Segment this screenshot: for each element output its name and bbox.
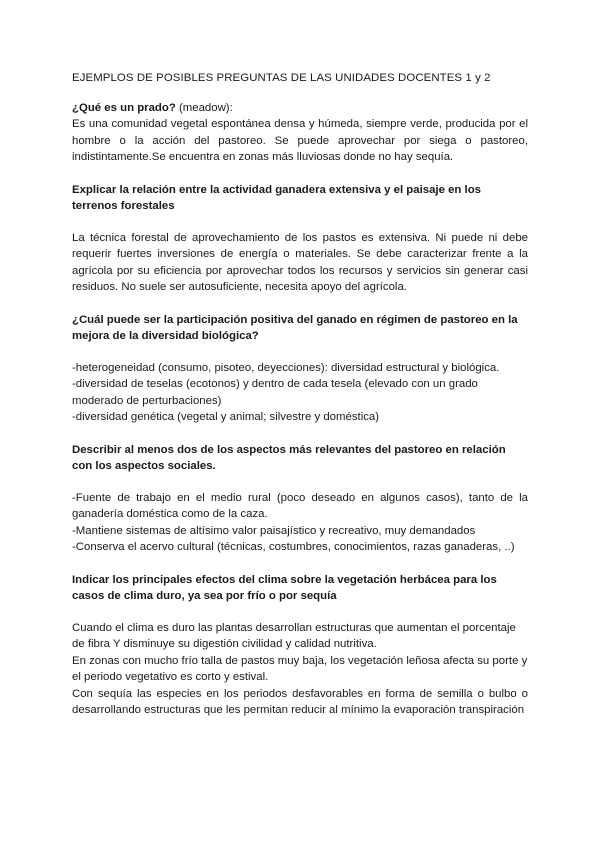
answer-4-line-2: -Mantiene sistemas de altísimo valor paisajístico y recreativo, muy demandados <box>72 524 476 537</box>
answer-5-line-1: Cuando el clima es duro las plantas desarrollan estructuras que aumentan el porcentaje de fibra Y disminuye su digestión civilidad y calidad nutritiva. <box>72 621 516 650</box>
answer-3-line-2: -diversidad de teselas (ecotonos) y dentro de cada tesela (elevado con un grado moderado de perturbaciones) <box>72 378 478 407</box>
answer-4-line-3: -Conserva el acervo cultural (técnicas, costumbres, conocimientos, razas ganaderas, ..) <box>72 541 515 553</box>
question-1 <box>72 100 528 117</box>
question-3: ¿Cuál puede ser la participación positiva del ganado en régimen de pastoreo en la mejora de la diversidad biológica? <box>72 313 518 342</box>
answer-2: La técnica forestal de aprovechamiento de los pastos es extensiva. Ni puede ni debe requerir fuertes inversiones de energía o materiales. Se debe caracterizar frente a la agrícola por su eficiencia por aprovechar todos los recursos y servicios sin generar casi residuos. No suele ser autosuficiente, necesita apoyo del agrícola. <box>72 231 528 293</box>
section-aspectos-sociales <box>72 442 528 556</box>
answer-1: Es una comunidad vegetal espontánea densa y húmeda, siempre verde, producida por el hombre o la acción del pastoreo. Se puede aprovechar por siega o pastoreo, indistintamente.Se encuentra en zonas más lluviosas donde no hay sequía. <box>72 118 528 163</box>
answer-5-line-3: Con sequía las especies en los periodos desfavorables en forma de semilla o bulbo o desarrollando estructuras que les permitan reducir al mínimo la evaporación transpiración <box>72 687 528 716</box>
section-diversidad-biologica <box>72 312 528 426</box>
answer-3-line-3: -diversidad genética (vegetal y animal; silvestre y doméstica) <box>72 411 380 423</box>
answer-5-line-2: En zonas con mucho frío talla de pastos muy baja, los vegetación leñosa afecta su porte y el periodo vegetativo es corto y estival. <box>72 654 528 683</box>
answer-4-line-1: -Fuente de trabajo en el medio rural (poco deseado en algunos casos), tanto de la ganadería doméstica como de la caza. <box>72 491 528 520</box>
document-title: EJEMPLOS DE POSIBLES PREGUNTAS DE LAS UNIDADES DOCENTES 1 y 2 <box>72 72 491 84</box>
question-5: Indicar los principales efectos del clima sobre la vegetación herbácea para los casos de clima duro, ya sea por frío o por sequía <box>72 573 497 602</box>
section-ganadera-paisaje <box>72 182 528 296</box>
question-1-text: ¿Qué es un prado? <box>72 101 176 114</box>
document-page <box>72 70 528 719</box>
question-4: Describir al menos dos de los aspectos más relevantes del pastoreo en relación con los aspectos sociales. <box>72 443 506 472</box>
question-1-hint: (meadow): <box>175 101 233 114</box>
section-efectos-clima <box>72 572 528 719</box>
section-prado <box>72 100 528 166</box>
answer-3-line-1: -heterogeneidad (consumo, pisoteo, deyecciones): diversidad estructural y biológica. <box>72 361 500 374</box>
question-2: Explicar la relación entre la actividad ganadera extensiva y el paisaje en los terrenos forestales <box>72 183 481 212</box>
